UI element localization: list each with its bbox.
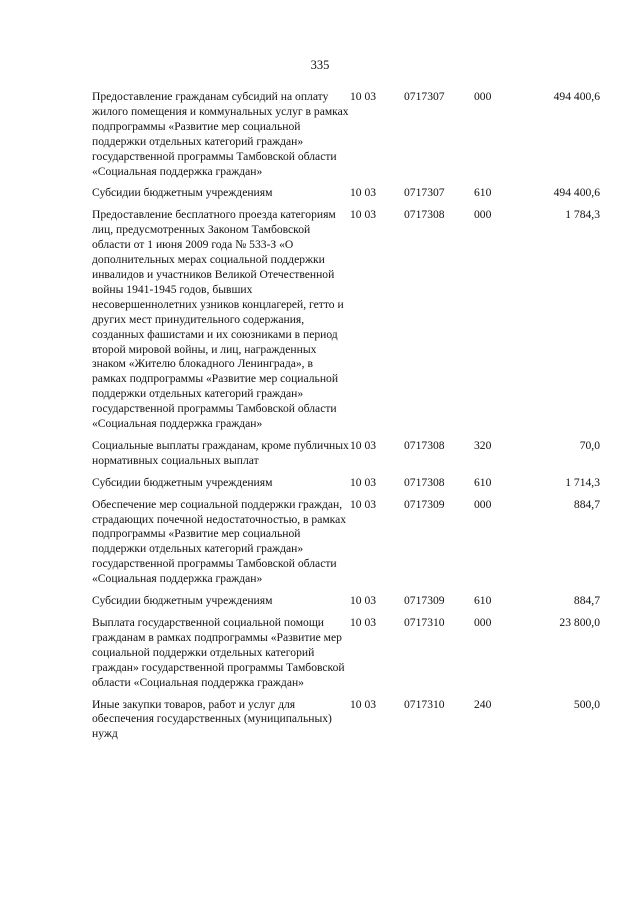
- table-row: [92, 476, 600, 498]
- expense-name: Субсидии бюджетным учреждениям: [92, 594, 273, 608]
- expense-type-code: 610: [474, 186, 492, 200]
- article-code: 0717308: [404, 475, 445, 489]
- table-row: [92, 186, 600, 208]
- amount: 494 400,6: [553, 186, 600, 200]
- article-code: 0717310: [404, 616, 445, 629]
- page-number: 335: [310, 58, 330, 72]
- expense-name: Выплата государственной социальной помощи гражданам в рамках подпрограммы «Развитие мер социальной поддержки отдельных категорий граждан» государственной программы Тамбовской области «Социальная поддержка граждан»: [92, 616, 345, 689]
- section-code: 10 03: [350, 697, 377, 711]
- amount: 1 784,3: [565, 208, 600, 222]
- amount: 494 400,6: [553, 90, 600, 103]
- expense-name: Субсидии бюджетным учреждениям: [92, 475, 273, 489]
- table-row: [92, 498, 600, 594]
- expense-type-code: 000: [474, 616, 492, 629]
- section-code: 10 03: [350, 208, 377, 222]
- table-row: [92, 439, 600, 476]
- expense-type-code: 000: [474, 497, 492, 511]
- section-code: 10 03: [350, 438, 377, 452]
- article-code: 0717307: [404, 186, 445, 200]
- section-code: 10 03: [350, 475, 377, 489]
- expense-name: Социальные выплаты гражданам, кроме публичных нормативных социальных выплат: [92, 438, 349, 467]
- table-row: [92, 90, 600, 186]
- table-row: [92, 698, 600, 750]
- article-code: 0717310: [404, 697, 445, 711]
- expense-type-code: 610: [474, 594, 492, 608]
- section-code: 10 03: [350, 90, 377, 103]
- amount: 884,7: [573, 497, 600, 511]
- table-row: [92, 208, 600, 439]
- article-code: 0717309: [404, 594, 445, 608]
- section-code: 10 03: [350, 186, 377, 200]
- expense-type-code: 320: [474, 438, 492, 452]
- amount: 884,7: [573, 594, 600, 608]
- budget-table: [92, 90, 600, 749]
- expense-type-code: 000: [474, 90, 492, 103]
- amount: 500,0: [573, 697, 600, 711]
- expense-name: Предоставление гражданам субсидий на оплату жилого помещения и коммунальных услуг в рамках подпрограммы «Развитие мер социальной поддержки отдельных категорий граждан» государственной программы Тамбовской области «Социальная поддержка граждан»: [92, 90, 349, 178]
- amount: 1 714,3: [565, 475, 600, 489]
- section-code: 10 03: [350, 594, 377, 608]
- expense-name: Предоставление бесплатного проезда категориям лиц, предусмотренных Законом Тамбовской области от 1 июня 2009 года № 533-З «О дополнительных мерах социальной поддержки инвалидов и участников Великой Отечественной войны 1941-1945 годов, бывших несовершеннолетних узников концлагерей, гетто и других мест принудительного содержания, созданных фашистами и их союзниками в период второй мировой войны, и лиц, награжденных знаком «Жителю блокадного Ленинграда», в рамках подпрограммы «Развитие мер социальной поддержки отдельных категорий граждан» государственной программы Тамбовской области «Социальная поддержка граждан»: [92, 208, 344, 431]
- amount: 23 800,0: [559, 616, 600, 629]
- section-code: 10 03: [350, 616, 377, 629]
- expense-name: Иные закупки товаров, работ и услуг для обеспечения государственных (муниципальных) нужд: [92, 697, 332, 741]
- article-code: 0717308: [404, 438, 445, 452]
- expense-type-code: 000: [474, 208, 492, 222]
- amount: 70,0: [579, 438, 600, 452]
- table-row: [92, 616, 600, 698]
- expense-name: Обеспечение мер социальной поддержки граждан, страдающих почечной недостаточностью, в рамках подпрограммы «Развитие мер социальной поддержки отдельных категорий граждан» государственной программы Тамбовской области «Социальная поддержка граждан»: [92, 497, 347, 586]
- expense-type-code: 240: [474, 697, 492, 711]
- expense-type-code: 610: [474, 475, 492, 489]
- expense-name: Субсидии бюджетным учреждениям: [92, 186, 273, 200]
- article-code: 0717307: [404, 90, 445, 103]
- table-row: [92, 594, 600, 616]
- article-code: 0717309: [404, 497, 445, 511]
- article-code: 0717308: [404, 208, 445, 222]
- section-code: 10 03: [350, 497, 377, 511]
